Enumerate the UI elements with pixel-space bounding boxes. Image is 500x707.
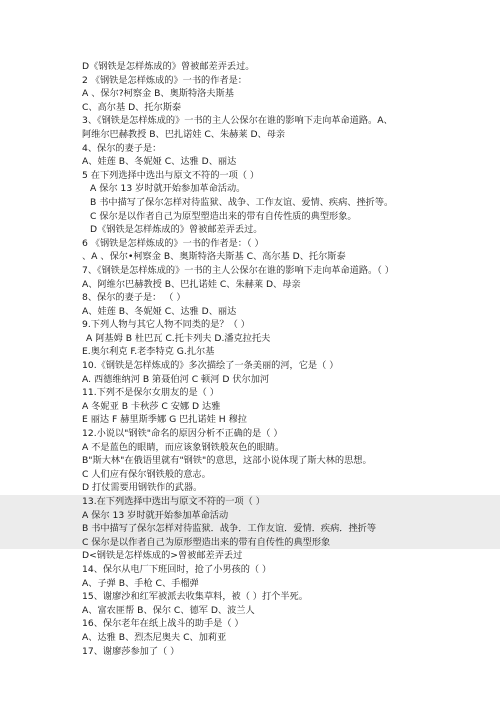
text-line: 16、保尔老年在纸上战斗的助手是（ ） [82, 618, 244, 630]
text-line: C 人们应有保尔钢铁般的意志。 [82, 468, 211, 480]
text-line: C、高尔基 D、托尔斯泰 [82, 101, 182, 113]
text-line: A、富农匪帮 B、保尔 C、德军 D、波兰人 [82, 604, 255, 616]
text-line: A 保尔 13 岁时就开始参加革命活动。 [90, 183, 246, 195]
text-line: 7、《钢铁是怎样炼成的》一书的主人公保尔在谁的影响下走向革命道路。（ ） [82, 264, 394, 276]
text-line: D《钢铁是怎样炼成的》曾被邮差弄丢过。 [90, 224, 263, 236]
text-line: A 阿基姆 B 杜巴瓦 C.托卡列夫 D.潘克拉托夫 [86, 332, 271, 344]
text-line: 12.小说以"钢铁"命名的原因分析不正确的是（ ） [82, 428, 283, 440]
text-line: 14、保尔从电厂下班回时，抢了小男孩的（ ） [82, 563, 272, 575]
text-line: 4、保尔的妻子是： [82, 142, 162, 154]
text-line: A. 西德维纳河 B 第聂伯河 C 顿河 D 伏尔加河 [82, 373, 270, 385]
text-line: A、阿维尔巴赫教授 B、巴扎诺娃 C、朱赫莱 D、母亲 [82, 278, 301, 290]
highlighted-line: 13.在下列选择中选出与原文不符的一项（ ） [0, 495, 500, 509]
text-line: A 、保尔?柯察金 B、奥斯特洛夫斯基 [82, 88, 234, 100]
text-line: 10.《钢铁是怎样炼成的》多次描绘了一条美丽的河，它是（ ） [82, 360, 339, 372]
text-line: A 不是蓝色的眼睛，而应该象钢铁般灰色的眼睛。 [82, 441, 285, 453]
text-line: 3、《钢铁是怎样炼成的》一书的主人公保尔在谁的影响下走向革命道路。A、 [82, 115, 393, 127]
question-text-block [0, 60, 500, 658]
text-line: E 丽达 F 赫里斯季娜 G 巴扎诺娃 H 穆拉 [82, 414, 247, 426]
text-line: 9.下列人物与其它人物不同类的是？（ ） [82, 319, 250, 331]
text-line: D《钢铁是怎样炼成的》曾被邮差弄丢过。 [82, 61, 255, 72]
text-line: A、子弹 B、手枪 C、手榴弹 [82, 577, 199, 589]
highlighted-line: B 书中描写了保尔怎样对待监狱．战争．工作友谊．爱情．疾病．挫折等 [0, 522, 500, 536]
text-line: A、娃莲 B、冬妮娅 C、达雅 D、丽达 [82, 305, 237, 317]
text-line: 15、谢廖沙和红军被派去收集草料，被（ ）打个半死。 [82, 591, 308, 603]
text-line: E.奥尔利克 F.老李特克 G.扎尔基 [82, 346, 215, 358]
text-line: A 冬妮亚 B 卡秋莎 C 安娜 D 达雅 [82, 400, 221, 412]
text-line: 17、谢廖莎参加了（ ） [82, 645, 180, 657]
text-line: D<钢铁是怎样炼成的>曾被邮差弄丢过 [82, 550, 243, 562]
text-line: B 书中描写了保尔怎样对待监狱、战争、工作友谊、爱情、疾病、挫折等。 [90, 196, 394, 208]
text-line: 6 《钢铁是怎样炼成的》一书的作者是：（ ） [82, 237, 264, 249]
highlighted-line: A 保尔 13 岁时就开始参加革命活动 [0, 509, 500, 523]
text-line: 、A 、保尔•柯察金 B、奥斯特洛夫斯基 C、高尔基 D、托尔斯泰 [82, 251, 346, 263]
text-line: D 打仗需要用钢铁作的武器。 [82, 482, 203, 494]
text-line: 11.下列不是保尔女朋友的是（ ） [82, 387, 219, 399]
text-line: C 保尔是以作者自己为原型塑造出来的带有自传性质的典型形象。 [90, 210, 357, 222]
text-line: B"斯大林"在俄语里就有"钢铁"的意思，这部小说体现了斯大林的思想。 [82, 455, 372, 467]
text-line: 8、保尔的妻子是： （ ） [82, 292, 186, 304]
text-line: A、娃莲 B、冬妮娅 C、达雅 D、丽达 [82, 156, 237, 168]
text-line: 5 在下列选择中选出与原文不符的一项（ ） [82, 169, 260, 181]
text-line: 2 《钢铁是怎样炼成的》一书的作者是： [82, 74, 247, 86]
text-line: A、达雅 B、烈杰尼奥夫 C、加莉亚 [82, 631, 227, 643]
text-line: 阿维尔巴赫教授 B、巴扎诺娃 C、朱赫莱 D、母亲 [82, 128, 286, 140]
highlighted-line: C 保尔是以作者自己为原形塑造出来的带有自传性的典型形象 [0, 536, 500, 550]
